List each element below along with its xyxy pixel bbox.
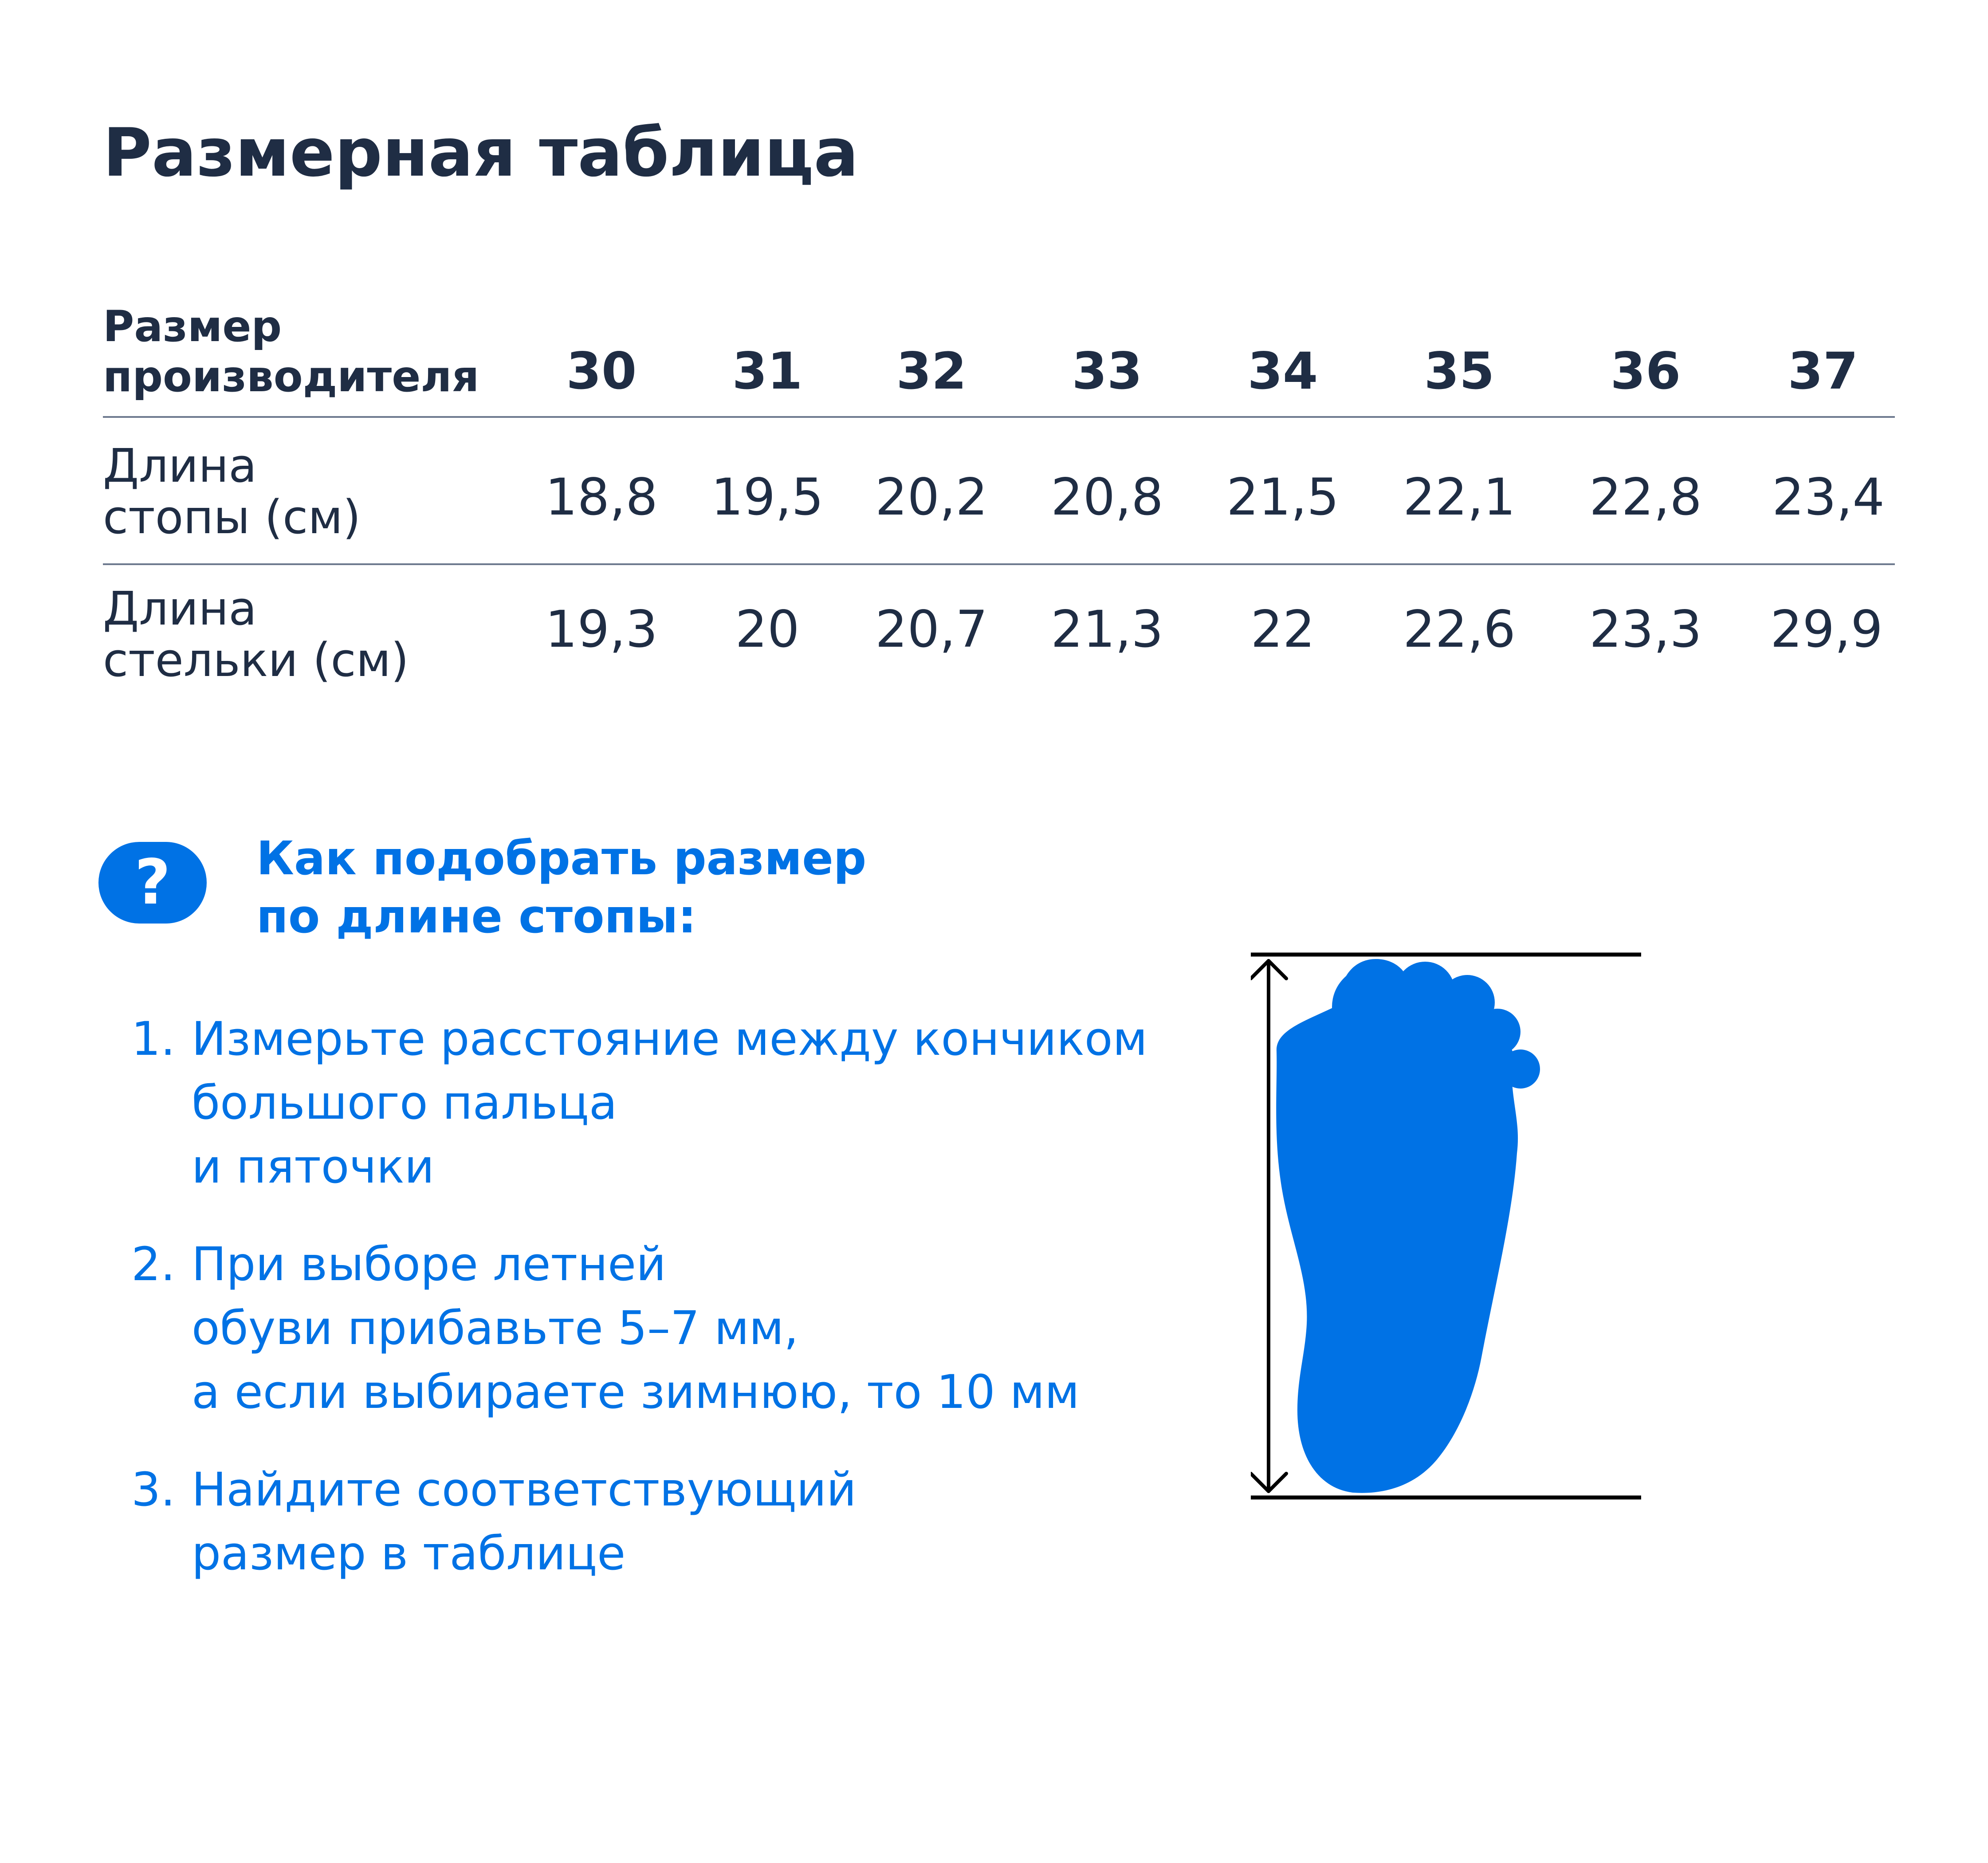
value-cell: 20,2	[875, 468, 988, 527]
row-label: Длина стельки (см)	[103, 582, 409, 688]
step-number: 3.	[131, 1462, 176, 1517]
value-cell: 20	[735, 600, 800, 659]
step-number: 1.	[131, 1012, 176, 1066]
value-cell: 20,7	[875, 600, 988, 659]
step-text: При выборе летней обуви прибавьте 5–7 мм, а если выбираете зимнюю, то 10 мм	[192, 1237, 1080, 1419]
value-cell: 22,6	[1403, 600, 1516, 659]
value-cell: 21,5	[1226, 468, 1339, 527]
value-cell: 23,4	[1772, 468, 1885, 527]
value-cell: 22,1	[1403, 468, 1516, 527]
page-title: Размерная таблица	[103, 114, 859, 192]
value-cell: 18,8	[545, 468, 658, 527]
size-cell: 30	[566, 342, 637, 401]
instructions-list	[131, 1007, 1240, 1619]
header-label: Размер производителя	[103, 302, 479, 402]
row-label: Длина стопы (см)	[103, 439, 361, 545]
value-cell: 22,8	[1589, 468, 1702, 527]
size-cell: 34	[1247, 342, 1318, 401]
size-cell: 31	[732, 342, 803, 401]
value-cell: 19,3	[545, 600, 658, 659]
instruction-step	[131, 1007, 1240, 1199]
size-cell: 36	[1610, 342, 1681, 401]
step-text: Измерьте расстояние между кончиком большого пальца и пяточки	[192, 1012, 1148, 1194]
value-cell: 29,9	[1770, 600, 1883, 659]
instruction-step	[131, 1232, 1240, 1424]
size-cell: 33	[1072, 342, 1143, 401]
value-cell: 20,8	[1051, 468, 1163, 527]
table-row-insole-length	[103, 565, 1895, 711]
value-cell: 22	[1250, 600, 1315, 659]
howto-title: Как подобрать размер по длине стопы:	[256, 831, 867, 944]
table-header-row	[103, 293, 1895, 418]
step-number: 2.	[131, 1237, 176, 1291]
value-cell: 23,3	[1589, 600, 1702, 659]
table-row-foot-length	[103, 418, 1895, 565]
instruction-step	[131, 1458, 1240, 1585]
value-cell: 21,3	[1051, 600, 1163, 659]
size-cell: 37	[1788, 342, 1858, 401]
size-cell: 32	[896, 342, 967, 401]
size-table	[103, 293, 1895, 711]
value-cell: 19,5	[711, 468, 824, 527]
footprint-icon	[1276, 959, 1540, 1493]
step-text: Найдите соответствующий размер в таблице	[192, 1462, 856, 1580]
question-mark-icon: ?	[98, 842, 207, 924]
foot-measurement-diagram	[1251, 940, 1677, 1526]
size-cell: 35	[1424, 342, 1495, 401]
